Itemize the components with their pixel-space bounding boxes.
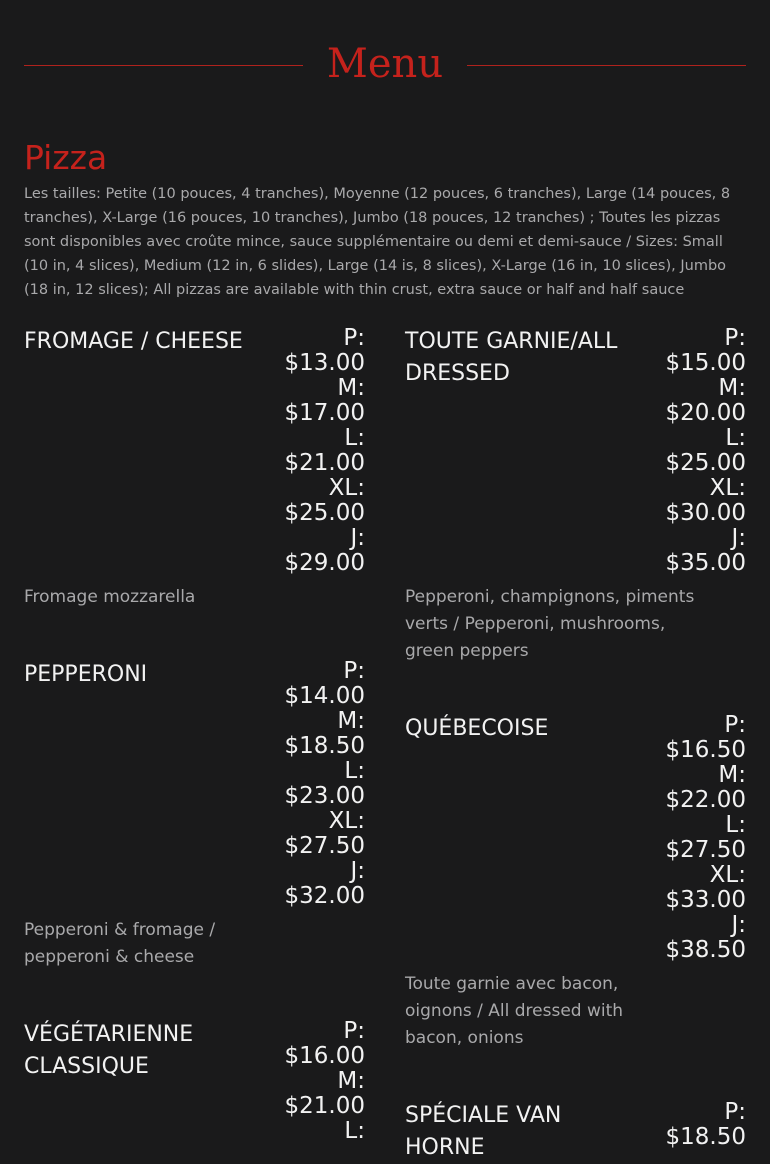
price-value: $27.50 bbox=[284, 833, 365, 859]
price-label: M: bbox=[718, 375, 746, 401]
price-label: M: bbox=[337, 1068, 365, 1094]
item-name: SPÉCIALE VAN HORNE bbox=[405, 1103, 562, 1160]
item-description: Toute garnie avec bacon, oignons / All dressed with bacon, onions bbox=[405, 974, 624, 1048]
price-value: $21.00 bbox=[284, 450, 365, 476]
price-label: L: bbox=[344, 1118, 365, 1144]
price-value: $14.00 bbox=[284, 683, 365, 709]
price-label: L: bbox=[725, 425, 746, 451]
page-title: Menu bbox=[326, 41, 444, 87]
price-value: $16.00 bbox=[284, 1043, 365, 1069]
item-name: TOUTE GARNIE/ALL DRESSED bbox=[405, 329, 618, 386]
price-value: $29.00 bbox=[284, 550, 365, 576]
section-description: Les tailles: Petite (10 pouces, 4 tranches), Moyenne (12 pouces, 6 tranches), Large (14 pouces, 8 tranches), X-Large (16 pouces, 10 tranches), Jumbo (18 pouces, 12 tranches) ; Toutes les pizzas sont disponibles avec croûte mince, sauce supplémentaire ou demi et demi-sauce / Sizes: Small (10 in, 4 slices), Medium (12 in, 6 slides), Large (14 is, 8 slices), X-Large (16 in, 10 slices), Jumbo (18 in, 12 slices); All pizzas are available with thin crust, extra sauce or half and half sauce bbox=[24, 186, 731, 298]
price-value: $21.00 bbox=[284, 1093, 365, 1119]
price-label: M: bbox=[337, 375, 365, 401]
header-rule-right bbox=[467, 65, 746, 66]
price-value: $20.00 bbox=[665, 400, 746, 426]
item-prices bbox=[255, 1019, 365, 1144]
price-value: $27.50 bbox=[665, 837, 746, 863]
item-name: FROMAGE / CHEESE bbox=[24, 329, 243, 354]
price-label: J: bbox=[731, 525, 746, 551]
price-label: M: bbox=[718, 762, 746, 788]
price-value: $22.00 bbox=[665, 787, 746, 813]
price-label: P: bbox=[343, 1018, 365, 1044]
price-label: XL: bbox=[709, 862, 746, 888]
price-value: $18.50 bbox=[665, 1124, 746, 1150]
price-value: $15.00 bbox=[665, 350, 746, 376]
price-value: $17.00 bbox=[284, 400, 365, 426]
item-prices bbox=[255, 659, 365, 909]
item-name: QUÉBECOISE bbox=[405, 716, 549, 741]
item-description: Pepperoni, champignons, piments verts / Pepperoni, mushrooms, green peppers bbox=[405, 587, 695, 661]
price-label: P: bbox=[343, 658, 365, 684]
price-label: XL: bbox=[709, 475, 746, 501]
item-description: Fromage mozzarella bbox=[24, 587, 196, 607]
price-label: J: bbox=[350, 858, 365, 884]
price-label: P: bbox=[724, 1099, 746, 1125]
price-value: $25.00 bbox=[284, 500, 365, 526]
section-title: Pizza bbox=[24, 138, 108, 177]
item-prices bbox=[255, 326, 365, 576]
item-name: VÉGÉTARIENNE CLASSIQUE bbox=[24, 1022, 194, 1079]
price-value: $25.00 bbox=[665, 450, 746, 476]
price-label: L: bbox=[344, 758, 365, 784]
price-label: M: bbox=[337, 708, 365, 734]
price-label: L: bbox=[725, 812, 746, 838]
price-label: XL: bbox=[328, 808, 365, 834]
price-label: P: bbox=[724, 325, 746, 351]
item-prices bbox=[636, 713, 746, 963]
item-name: PEPPERONI bbox=[24, 662, 148, 687]
price-label: L: bbox=[344, 425, 365, 451]
price-value: $30.00 bbox=[665, 500, 746, 526]
item-description: Pepperoni & fromage / pepperoni & cheese bbox=[24, 920, 216, 967]
price-label: P: bbox=[343, 325, 365, 351]
price-value: $23.00 bbox=[284, 783, 365, 809]
price-value: $33.00 bbox=[665, 887, 746, 913]
item-prices bbox=[636, 326, 746, 576]
price-value: $38.50 bbox=[665, 937, 746, 963]
price-value: $18.50 bbox=[284, 733, 365, 759]
price-value: $35.00 bbox=[665, 550, 746, 576]
price-label: J: bbox=[731, 912, 746, 938]
price-label: XL: bbox=[328, 475, 365, 501]
price-value: $13.00 bbox=[284, 350, 365, 376]
item-prices bbox=[636, 1100, 746, 1150]
price-label: J: bbox=[350, 525, 365, 551]
price-value: $16.50 bbox=[665, 737, 746, 763]
price-value: $32.00 bbox=[284, 883, 365, 909]
menu-header bbox=[24, 40, 746, 90]
price-label: P: bbox=[724, 712, 746, 738]
